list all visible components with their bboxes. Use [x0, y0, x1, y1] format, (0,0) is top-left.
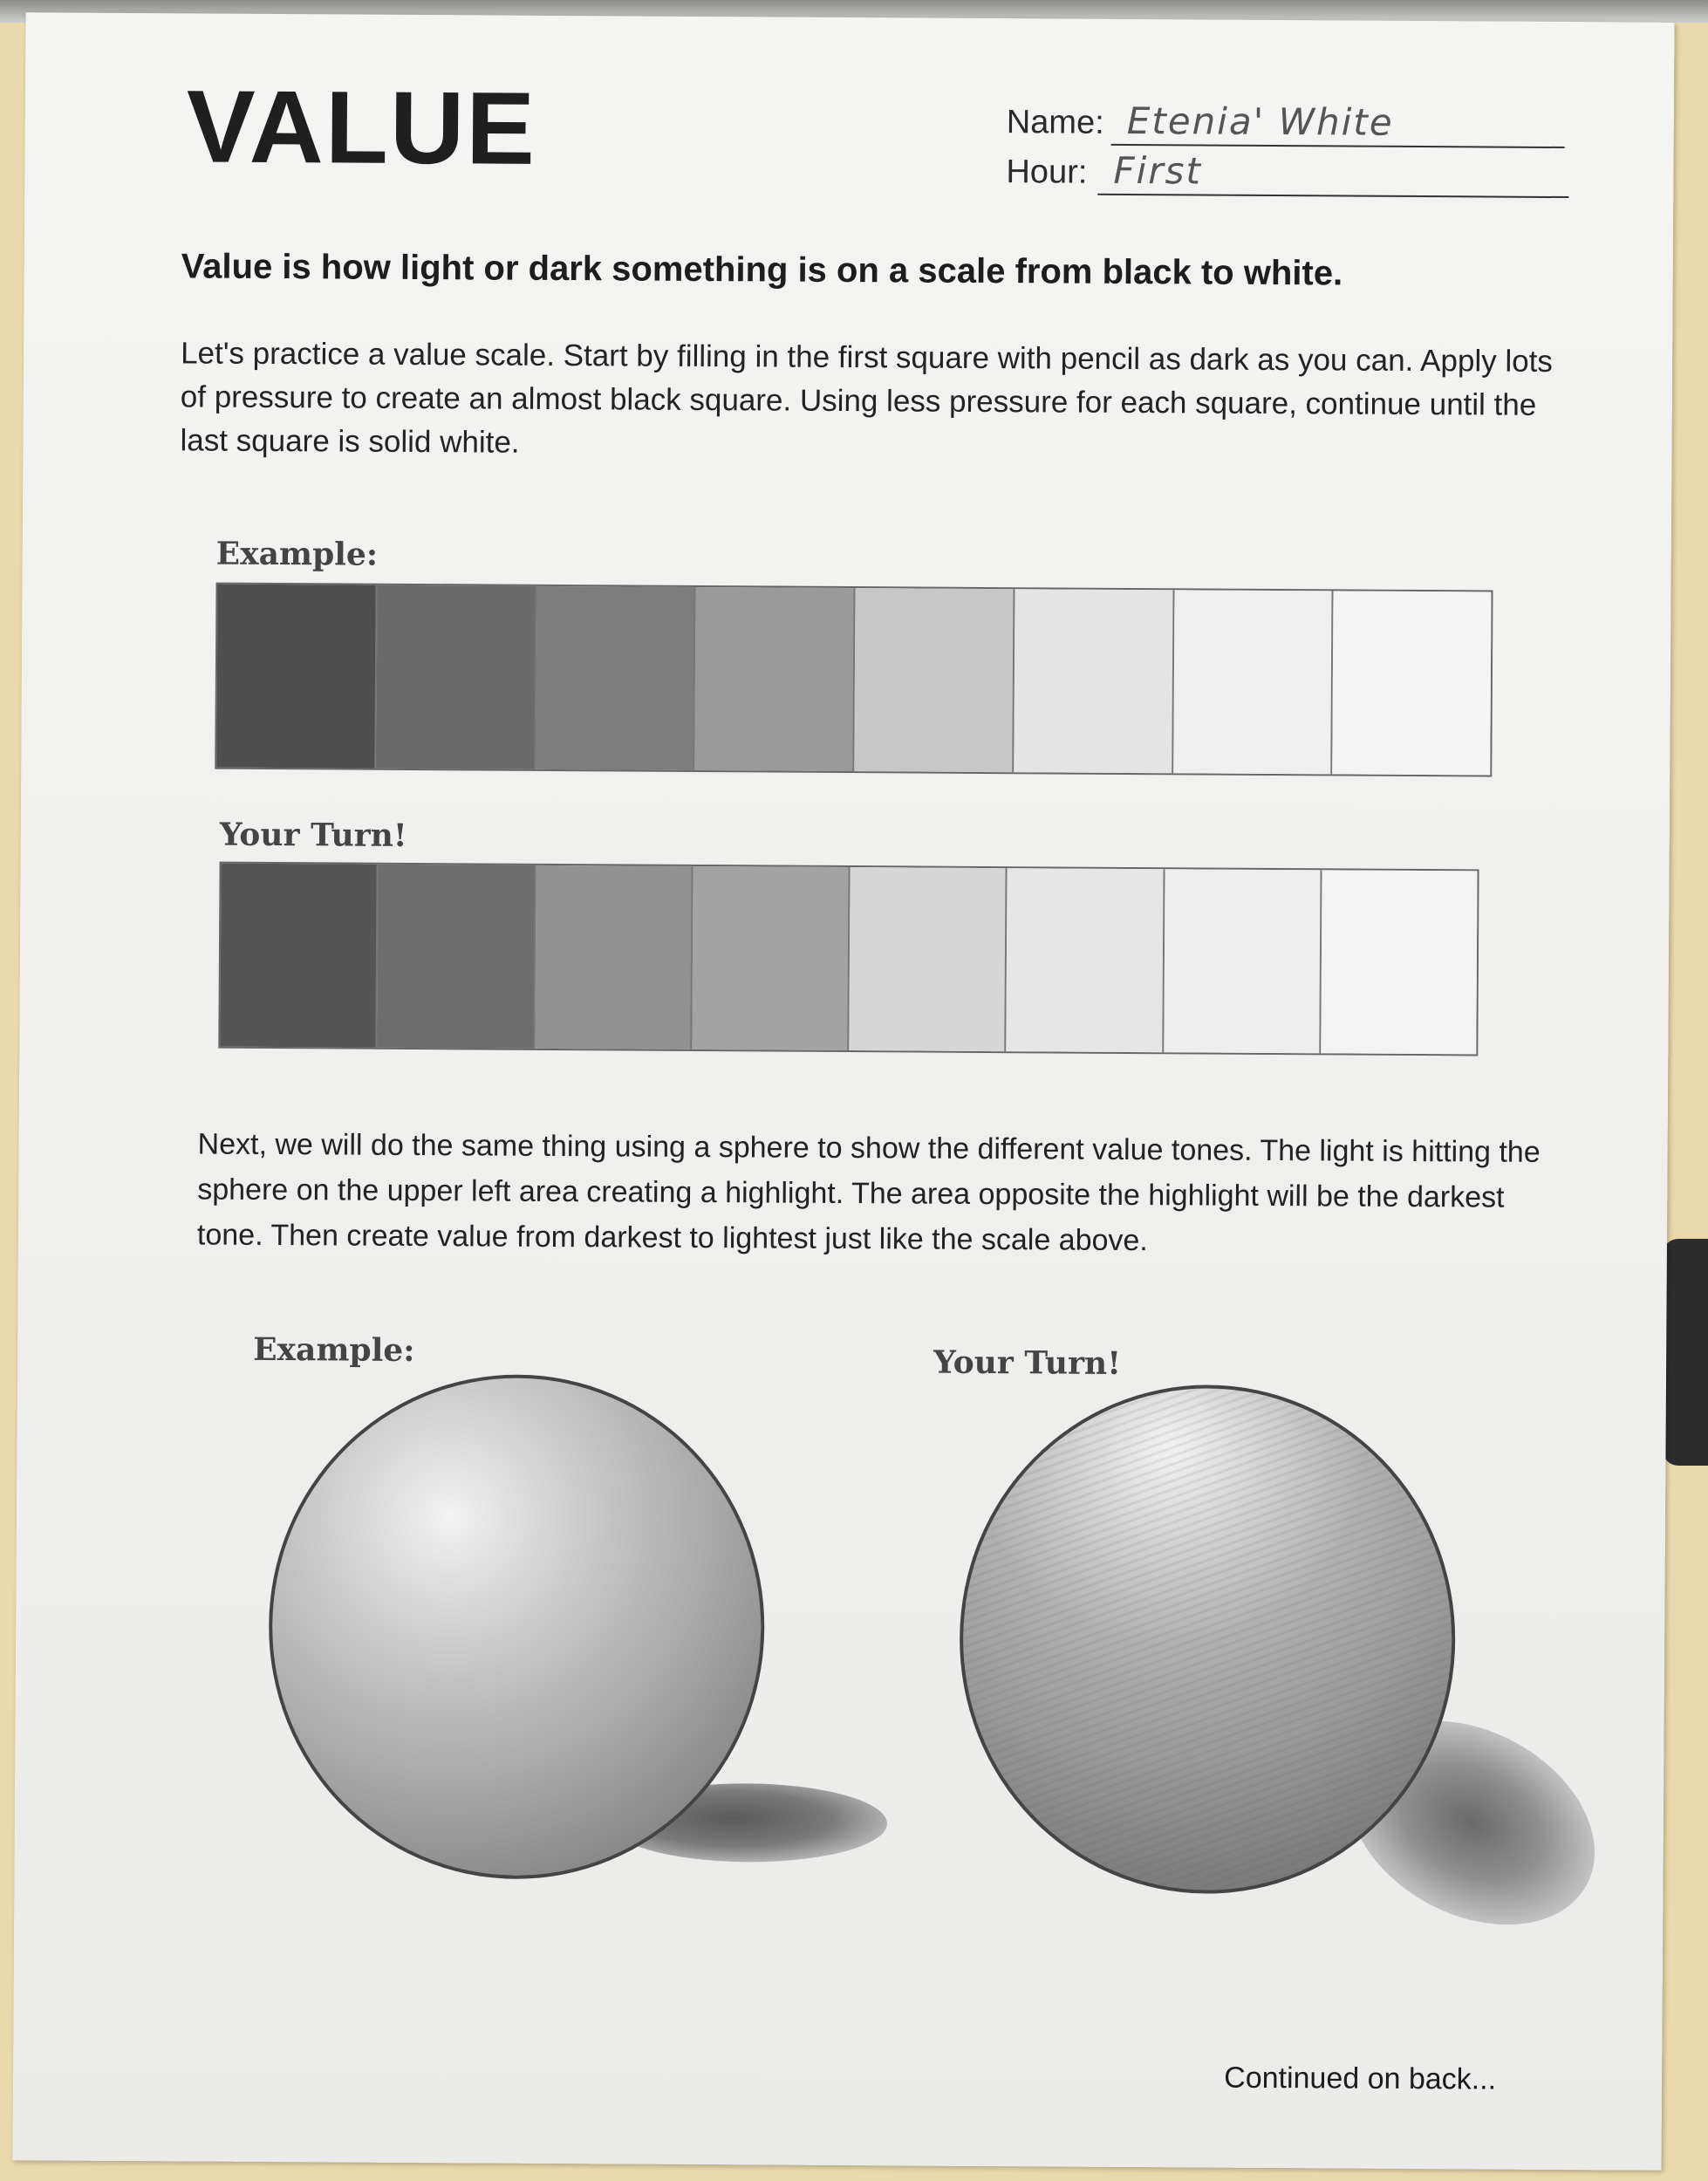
folder-edge — [1663, 1239, 1708, 1466]
student-sphere — [958, 1384, 1457, 1895]
student-scale-cell-3 — [535, 865, 693, 1049]
scale-example-label: Example: — [215, 535, 379, 573]
example-scale-cell-4 — [694, 587, 855, 771]
example-sphere — [267, 1373, 766, 1880]
example-scale-cell-3 — [536, 586, 696, 770]
hour-value: First — [1113, 148, 1203, 193]
value-definition: Value is how light or dark something is on a scale from black to white. — [181, 247, 1343, 293]
student-scale-cell-8 — [1321, 870, 1478, 1054]
scale-your-turn-label: Your Turn! — [219, 816, 407, 854]
example-scale-cell-7 — [1173, 590, 1334, 774]
sphere-example-label: Example: — [253, 1330, 415, 1370]
student-scale-cell-4 — [692, 866, 851, 1050]
sphere-your-turn-label: Your Turn! — [933, 1343, 1122, 1382]
example-scale-cell-5 — [854, 588, 1015, 772]
example-scale-cell-1 — [216, 585, 377, 769]
hour-label: Hour: — [1006, 154, 1088, 191]
example-scale-cell-2 — [376, 585, 536, 769]
student-scale-cell-5 — [849, 867, 1008, 1051]
continued-note: Continued on back... — [1224, 2061, 1497, 2096]
sphere-instructions: Next, we will do the same thing using a sphere to show the different value tones. The light is hitting the sphere on the upper left area creating a highlight. The area opposite the highlight will be the darkest tone. Then create value from darkest to lightest just like the scale above. — [196, 1127, 1541, 1258]
name-value: Etenia' White — [1126, 99, 1394, 144]
worksheet-title: VALUE — [186, 69, 537, 187]
student-scale-cell-1 — [220, 864, 379, 1048]
name-field — [1007, 104, 1104, 142]
student-scale-cell-2 — [378, 865, 536, 1049]
hour-line — [1097, 148, 1568, 198]
student-scale-cell-6 — [1007, 868, 1165, 1052]
hour-field — [1006, 154, 1087, 192]
student-scale-cell-7 — [1164, 869, 1322, 1053]
example-scale-cell-8 — [1332, 591, 1491, 775]
example-scale-cell-6 — [1014, 589, 1174, 773]
name-label: Name: — [1006, 104, 1104, 141]
scale-instructions: Let's practice a value scale. Start by filling in the first square with pencil as dark as you can. Apply lots of pressure to create an almost black square. Using less pressure for each square, continue until the last square is solid white. — [180, 336, 1553, 460]
name-line — [1111, 99, 1565, 148]
worksheet-page — [12, 12, 1674, 2170]
example-value-scale — [215, 583, 1493, 777]
student-value-scale — [218, 862, 1479, 1056]
